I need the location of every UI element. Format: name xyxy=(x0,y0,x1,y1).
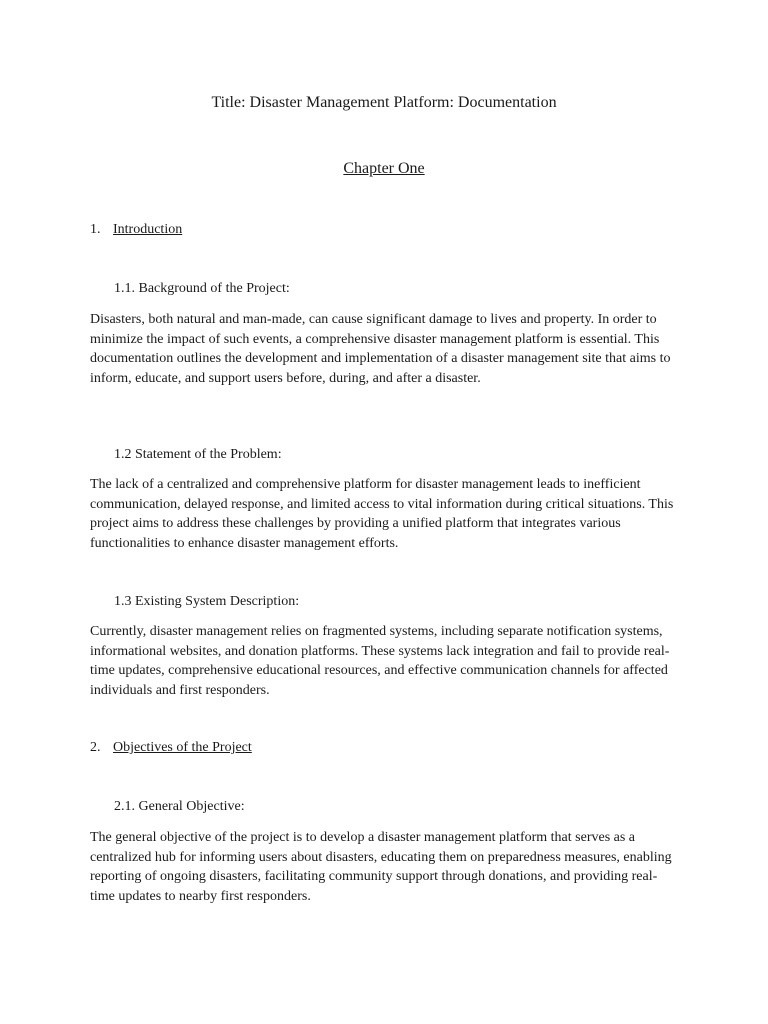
paragraph-existing-system: Currently, disaster management relies on fragmented systems, including separate notification systems, informational websites, and donation platforms. These systems lack integration and fail to provide real-time updates, comprehensive educational resources, and effective communication channels for affected individuals and first responders. xyxy=(90,624,670,698)
section-number: 2. xyxy=(90,740,101,755)
subsection-heading-background: 1.1. Background of the Project: xyxy=(114,281,290,296)
section-heading-objectives xyxy=(90,739,252,757)
section-heading-introduction xyxy=(90,221,182,239)
document-title: Title: Disaster Management Platform: Documentation xyxy=(211,94,557,111)
paragraph-problem-statement: The lack of a centralized and comprehensive platform for disaster management leads to inefficient communication, delayed response, and limited access to vital information during critical situations. This project aims to address these challenges by providing a unified platform that integrates various functionalities to enhance disaster management efforts. xyxy=(90,477,674,551)
section-title: Objectives of the Project xyxy=(113,740,252,755)
subsection-heading-existing-system: 1.3 Existing System Description: xyxy=(114,594,300,609)
subsection-heading-problem-statement: 1.2 Statement of the Problem: xyxy=(114,447,282,462)
section-number: 1. xyxy=(90,222,101,237)
paragraph-general-objective: The general objective of the project is to develop a disaster management platform that serves as a centralized hub for informing users about disasters, educating them on preparedness measures, enabling reporting of ongoing disasters, facilitating community support through donations, and providing real-time updates to nearby first responders. xyxy=(90,830,672,904)
chapter-heading: Chapter One xyxy=(343,160,425,177)
section-title: Introduction xyxy=(113,222,183,237)
subsection-heading-general-objective: 2.1. General Objective: xyxy=(114,799,245,814)
paragraph-background: Disasters, both natural and man-made, can cause significant damage to lives and property. In order to minimize the impact of such events, a comprehensive disaster management platform is essential. This documentation outlines the development and implementation of a disaster management site that aims to inform, educate, and support users before, during, and after a disaster. xyxy=(90,312,671,386)
